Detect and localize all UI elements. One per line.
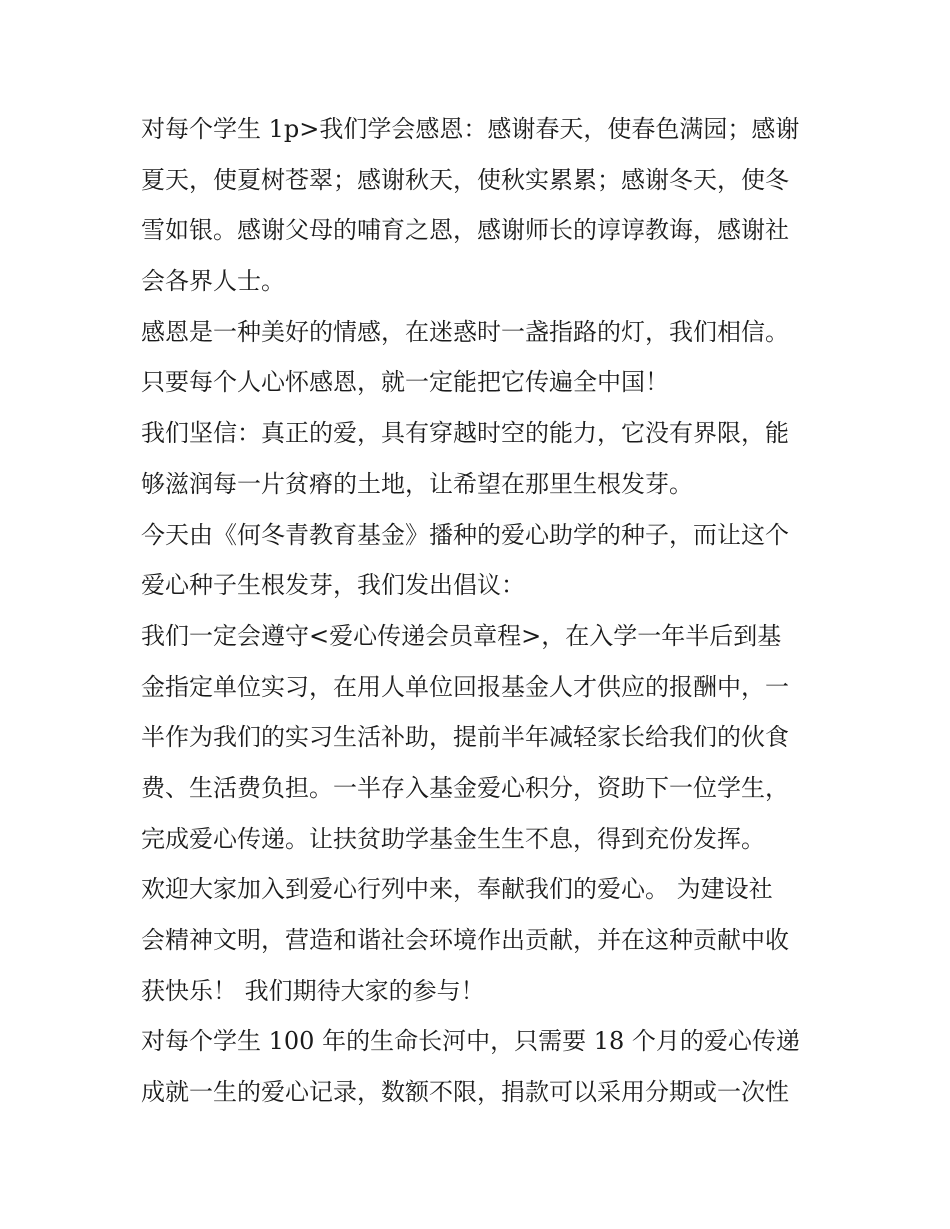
text-line: 够滋润每一片贫瘠的土地，让希望在那里生根发芽。 bbox=[141, 469, 693, 498]
text-line: 雪如银。感谢父母的哺育之恩，感谢师长的谆谆教诲，感谢社 bbox=[141, 216, 789, 245]
text-line: 会精神文明，营造和谐社会环境作出贡献，并在这种贡献中收 bbox=[141, 926, 789, 954]
document-body bbox=[141, 104, 813, 1118]
text-line: 完成爱心传递。让扶贫助学基金生生不息，得到充份发挥。 bbox=[141, 824, 765, 853]
text-line: 夏天，使夏树苍翠；感谢秋天，使秋实累累；感谢冬天，使冬 bbox=[141, 165, 789, 194]
text-line: 费、生活费负担。一半存入基金爱心积分，资助下一位学生， bbox=[141, 773, 789, 802]
text-line: 只要每个人心怀感恩，就一定能把它传遍全中国！ bbox=[141, 368, 669, 397]
text-line: 欢迎大家加入到爱心行列中来，奉献我们的爱心。 为建设社 bbox=[141, 875, 773, 904]
text-line: 爱心种子生根发芽，我们发出倡议： bbox=[141, 571, 525, 600]
text-line: 半作为我们的实习生活补助，提前半年减轻家长给我们的伙食 bbox=[141, 723, 789, 752]
text-line: 今天由《何冬青教育基金》播种的爱心助学的种子，而让这个 bbox=[141, 520, 789, 549]
text-line: 金指定单位实习，在用人单位回报基金人才供应的报酬中，一 bbox=[141, 672, 789, 701]
text-line: 感恩是一种美好的情感，在迷惑时一盏指路的灯，我们相信。 bbox=[141, 317, 789, 346]
text-line: 我们一定会遵守<爱心传递会员章程>，在入学一年半后到基 bbox=[141, 621, 782, 650]
text-line: 对每个学生 100 年的生命长河中，只需要 18 个月的爱心传递 bbox=[141, 1027, 800, 1056]
text-line: 成就一生的爱心记录，数额不限，捐款可以采用分期或一次性 bbox=[141, 1078, 789, 1107]
text-line: 我们坚信：真正的爱，具有穿越时空的能力，它没有界限，能 bbox=[141, 419, 789, 448]
text-line: 会各界人士。 bbox=[141, 267, 285, 296]
text-line: 获快乐！ 我们期待大家的参与！ bbox=[141, 976, 485, 1005]
text-line: 对每个学生 1p>我们学会感恩：感谢春天，使春色满园；感谢 bbox=[141, 115, 800, 143]
